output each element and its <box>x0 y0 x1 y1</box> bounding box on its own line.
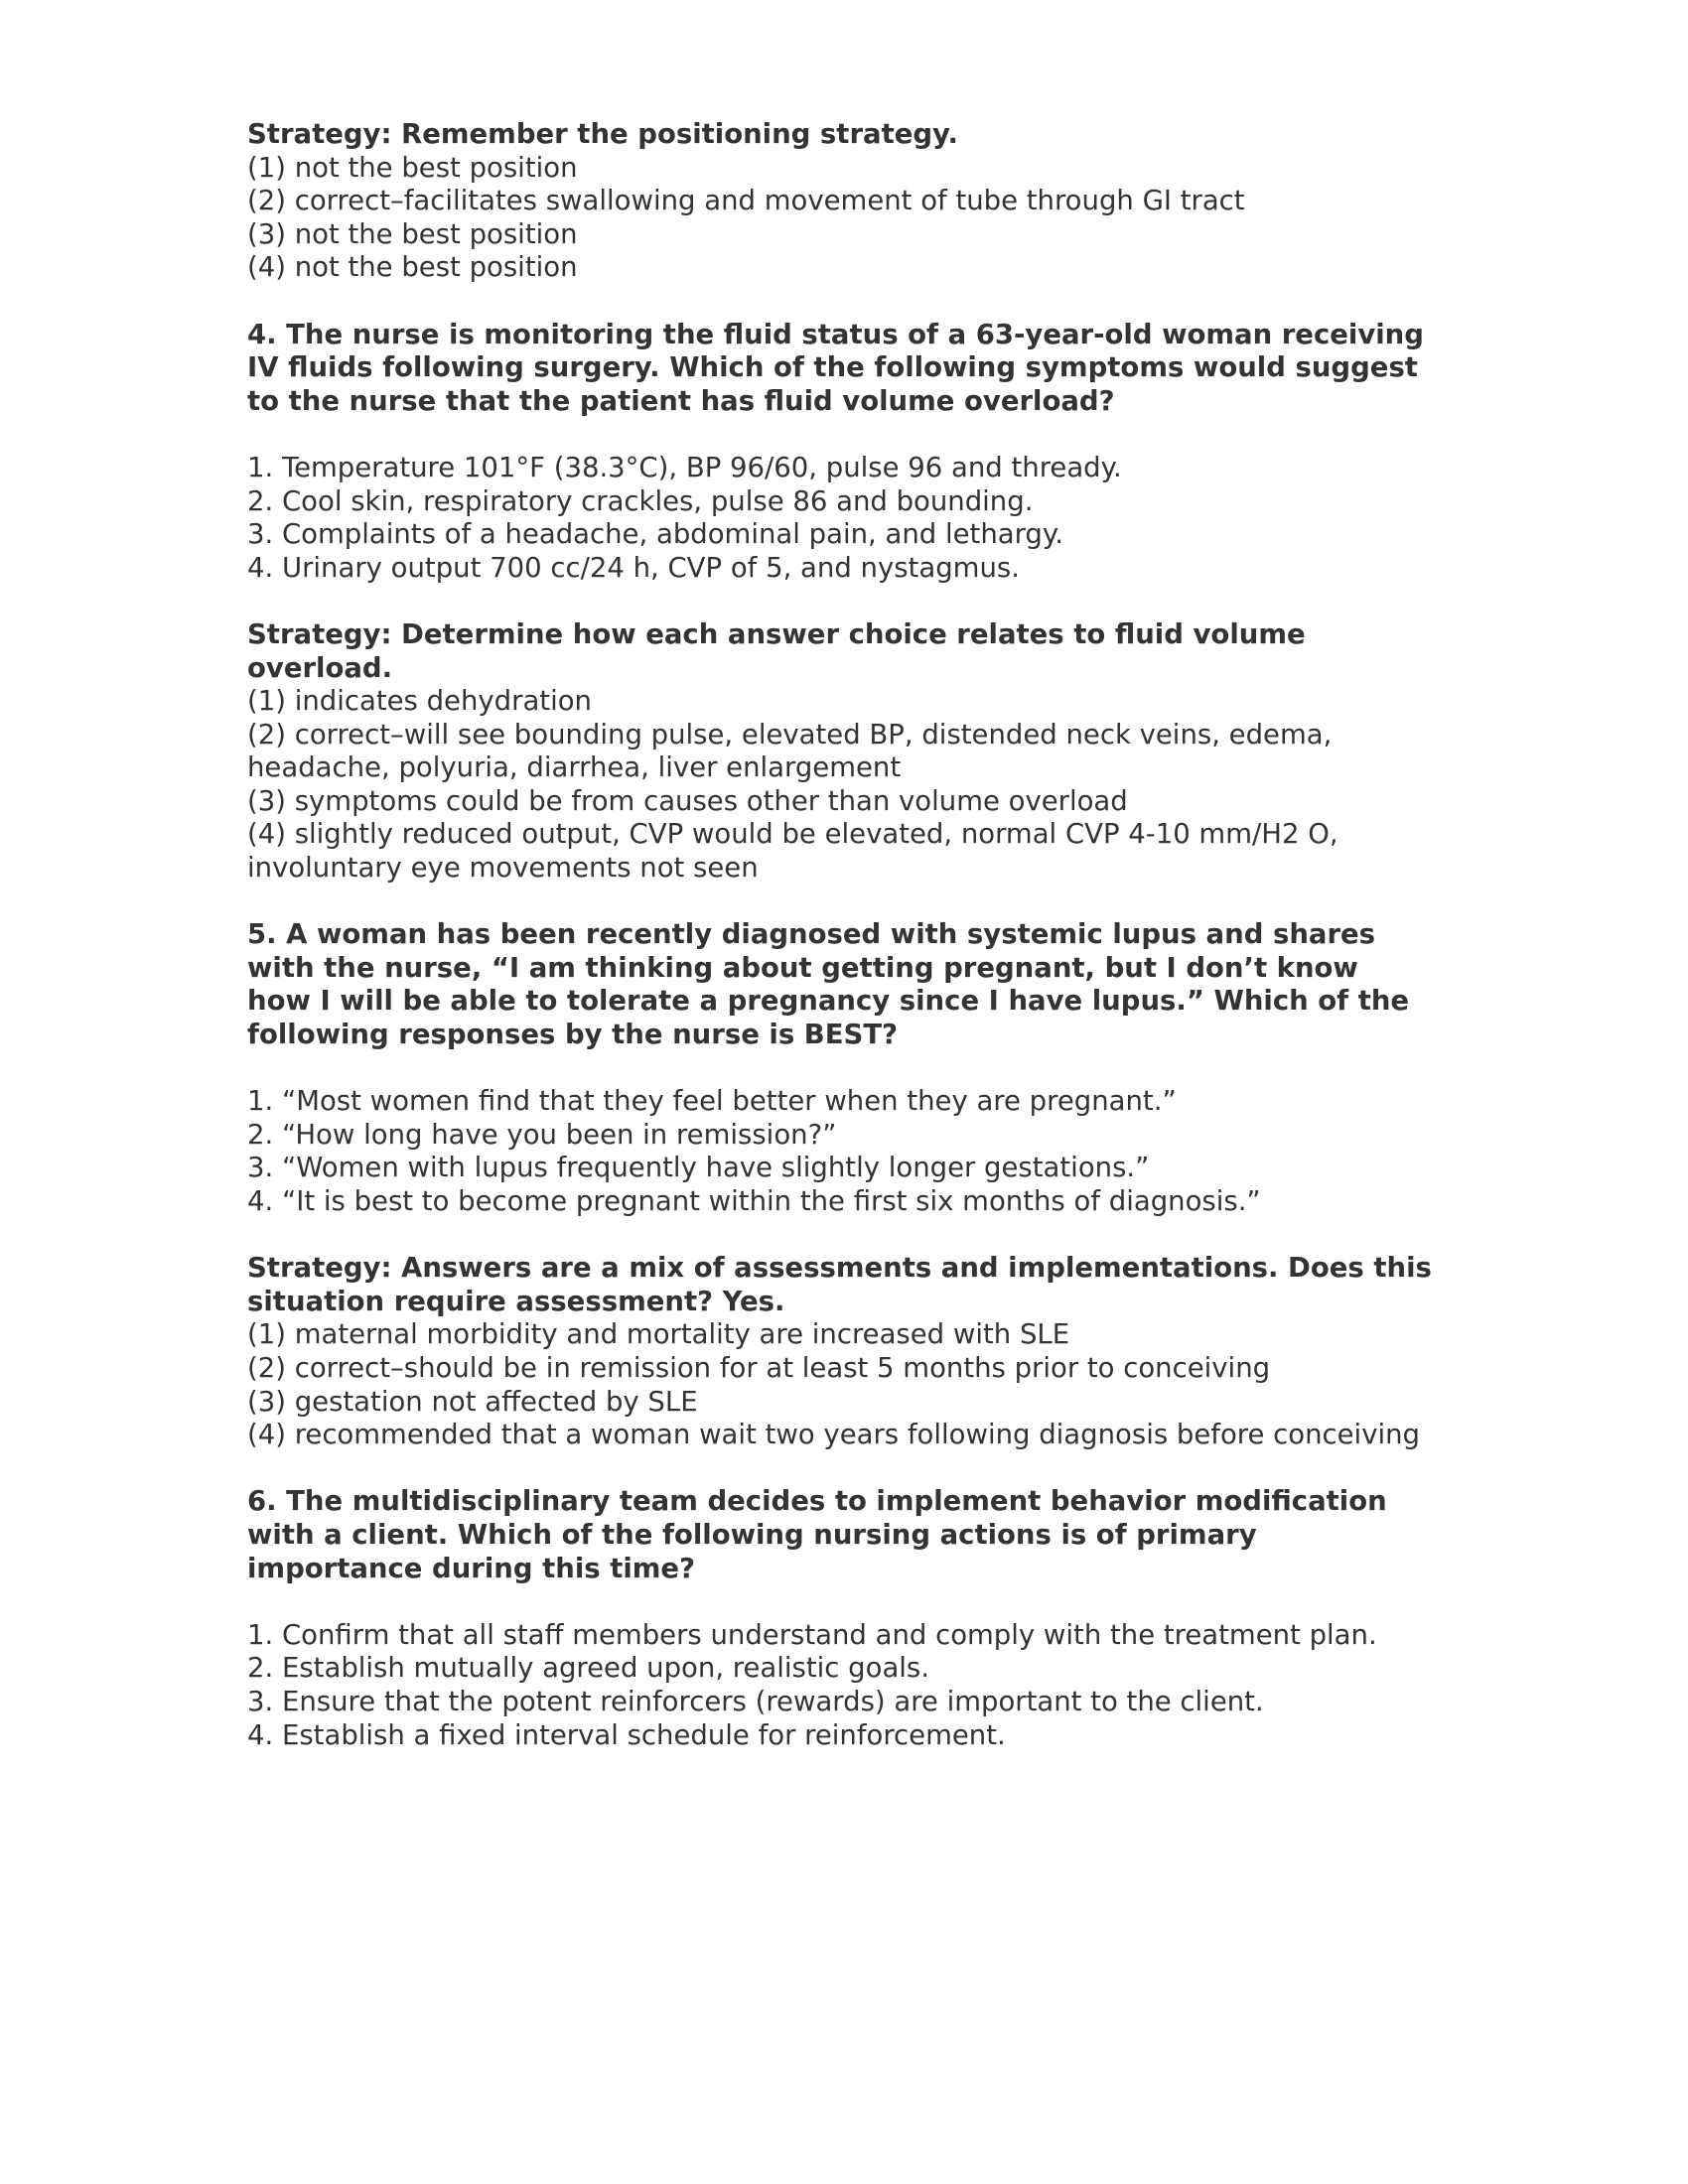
strategy-q4-item: involuntary eye movements not seen <box>247 852 759 885</box>
question-4-option: 1. Temperature 101°F (38.3°C), BP 96/60, pulse 96 and thready. <box>247 451 1122 483</box>
question-6-stem: importance during this time? <box>247 1552 696 1584</box>
question-5-option: 2. “How long have you been in remission?” <box>247 1118 837 1151</box>
strategy-q5-title: situation require assessment? Yes. <box>247 1285 785 1317</box>
question-6-stem: 6. The multidisciplinary team decides to implement behavior modification <box>247 1485 1387 1518</box>
question-6-option: 2. Establish mutually agreed upon, realistic goals. <box>247 1652 930 1685</box>
question-5-stem: 5. A woman has been recently diagnosed with systemic lupus and shares <box>247 918 1376 951</box>
strategy-q3-item: (1) not the best position <box>247 151 578 184</box>
strategy-q4 <box>247 618 1498 886</box>
strategy-q3-item: (3) not the best position <box>247 217 578 250</box>
strategy-q3 <box>247 118 1498 285</box>
question-5-option: 4. “It is best to become pregnant within the first six months of diagnosis.” <box>247 1185 1261 1217</box>
question-5-stem: how I will be able to tolerate a pregnancy since I have lupus.” Which of the <box>247 985 1410 1018</box>
strategy-q4-item: (3) symptoms could be from causes other than volume overload <box>247 784 1128 817</box>
question-6-option: 3. Ensure that the potent reinforcers (rewards) are important to the client. <box>247 1685 1264 1717</box>
strategy-q4-title: Strategy: Determine how each answer choice relates to fluid volume <box>247 617 1306 650</box>
question-4-options <box>247 452 1498 585</box>
question-4-option: 4. Urinary output 700 cc/24 h, CVP of 5, and nystagmus. <box>247 551 1020 584</box>
question-5 <box>247 918 1498 1051</box>
question-5-stem: with the nurse, “I am thinking about getting pregnant, but I don’t know <box>247 951 1358 984</box>
strategy-q3-item: (2) correct–facilitates swallowing and movement of tube through GI tract <box>247 185 1245 217</box>
strategy-q5-item: (3) gestation not affected by SLE <box>247 1385 698 1418</box>
question-6 <box>247 1485 1498 1585</box>
question-5-options <box>247 1085 1498 1218</box>
strategy-q3-title: Strategy: Remember the positioning strategy. <box>247 118 958 150</box>
question-4-stem: to the nurse that the patient has fluid volume overload? <box>247 384 1115 417</box>
question-6-options <box>247 1619 1498 1752</box>
strategy-q4-item: (4) slightly reduced output, CVP would be elevated, normal CVP 4-10 mm/H2 O, <box>247 818 1338 851</box>
strategy-q5-item: (4) recommended that a woman wait two years following diagnosis before conceiving <box>247 1419 1420 1451</box>
question-6-stem: with a client. Which of the following nursing actions is of primary <box>247 1518 1257 1551</box>
question-6-option: 1. Confirm that all staff members understand and comply with the treatment plan. <box>247 1618 1377 1651</box>
strategy-q4-title: overload. <box>247 651 393 684</box>
question-6-option: 4. Establish a fixed interval schedule for reinforcement. <box>247 1718 1006 1751</box>
question-5-option: 3. “Women with lupus frequently have slightly longer gestations.” <box>247 1152 1150 1184</box>
strategy-q5-title: Strategy: Answers are a mix of assessments and implementations. Does this <box>247 1252 1432 1285</box>
strategy-q4-item: (2) correct–will see bounding pulse, elevated BP, distended neck veins, edema, <box>247 718 1333 751</box>
question-4-option: 2. Cool skin, respiratory crackles, pulse 86 and bounding. <box>247 484 1034 517</box>
question-4-option: 3. Complaints of a headache, abdominal pain, and lethargy. <box>247 518 1063 551</box>
question-5-option: 1. “Most women find that they feel better when they are pregnant.” <box>247 1085 1177 1118</box>
strategy-q5-item: (2) correct–should be in remission for at least 5 months prior to conceiving <box>247 1351 1271 1384</box>
strategy-q4-item: (1) indicates dehydration <box>247 685 592 718</box>
document-page <box>247 118 1498 1752</box>
question-4-stem: 4. The nurse is monitoring the fluid status of a 63-year-old woman receiving <box>247 318 1424 350</box>
strategy-q5 <box>247 1252 1498 1452</box>
strategy-q3-item: (4) not the best position <box>247 251 578 284</box>
strategy-q4-item: headache, polyuria, diarrhea, liver enlargement <box>247 751 902 784</box>
question-5-stem: following responses by the nurse is BEST? <box>247 1019 899 1051</box>
question-4 <box>247 319 1498 419</box>
question-4-stem: IV fluids following surgery. Which of the following symptoms would suggest <box>247 351 1418 384</box>
strategy-q5-item: (1) maternal morbidity and mortality are increased with SLE <box>247 1318 1070 1351</box>
